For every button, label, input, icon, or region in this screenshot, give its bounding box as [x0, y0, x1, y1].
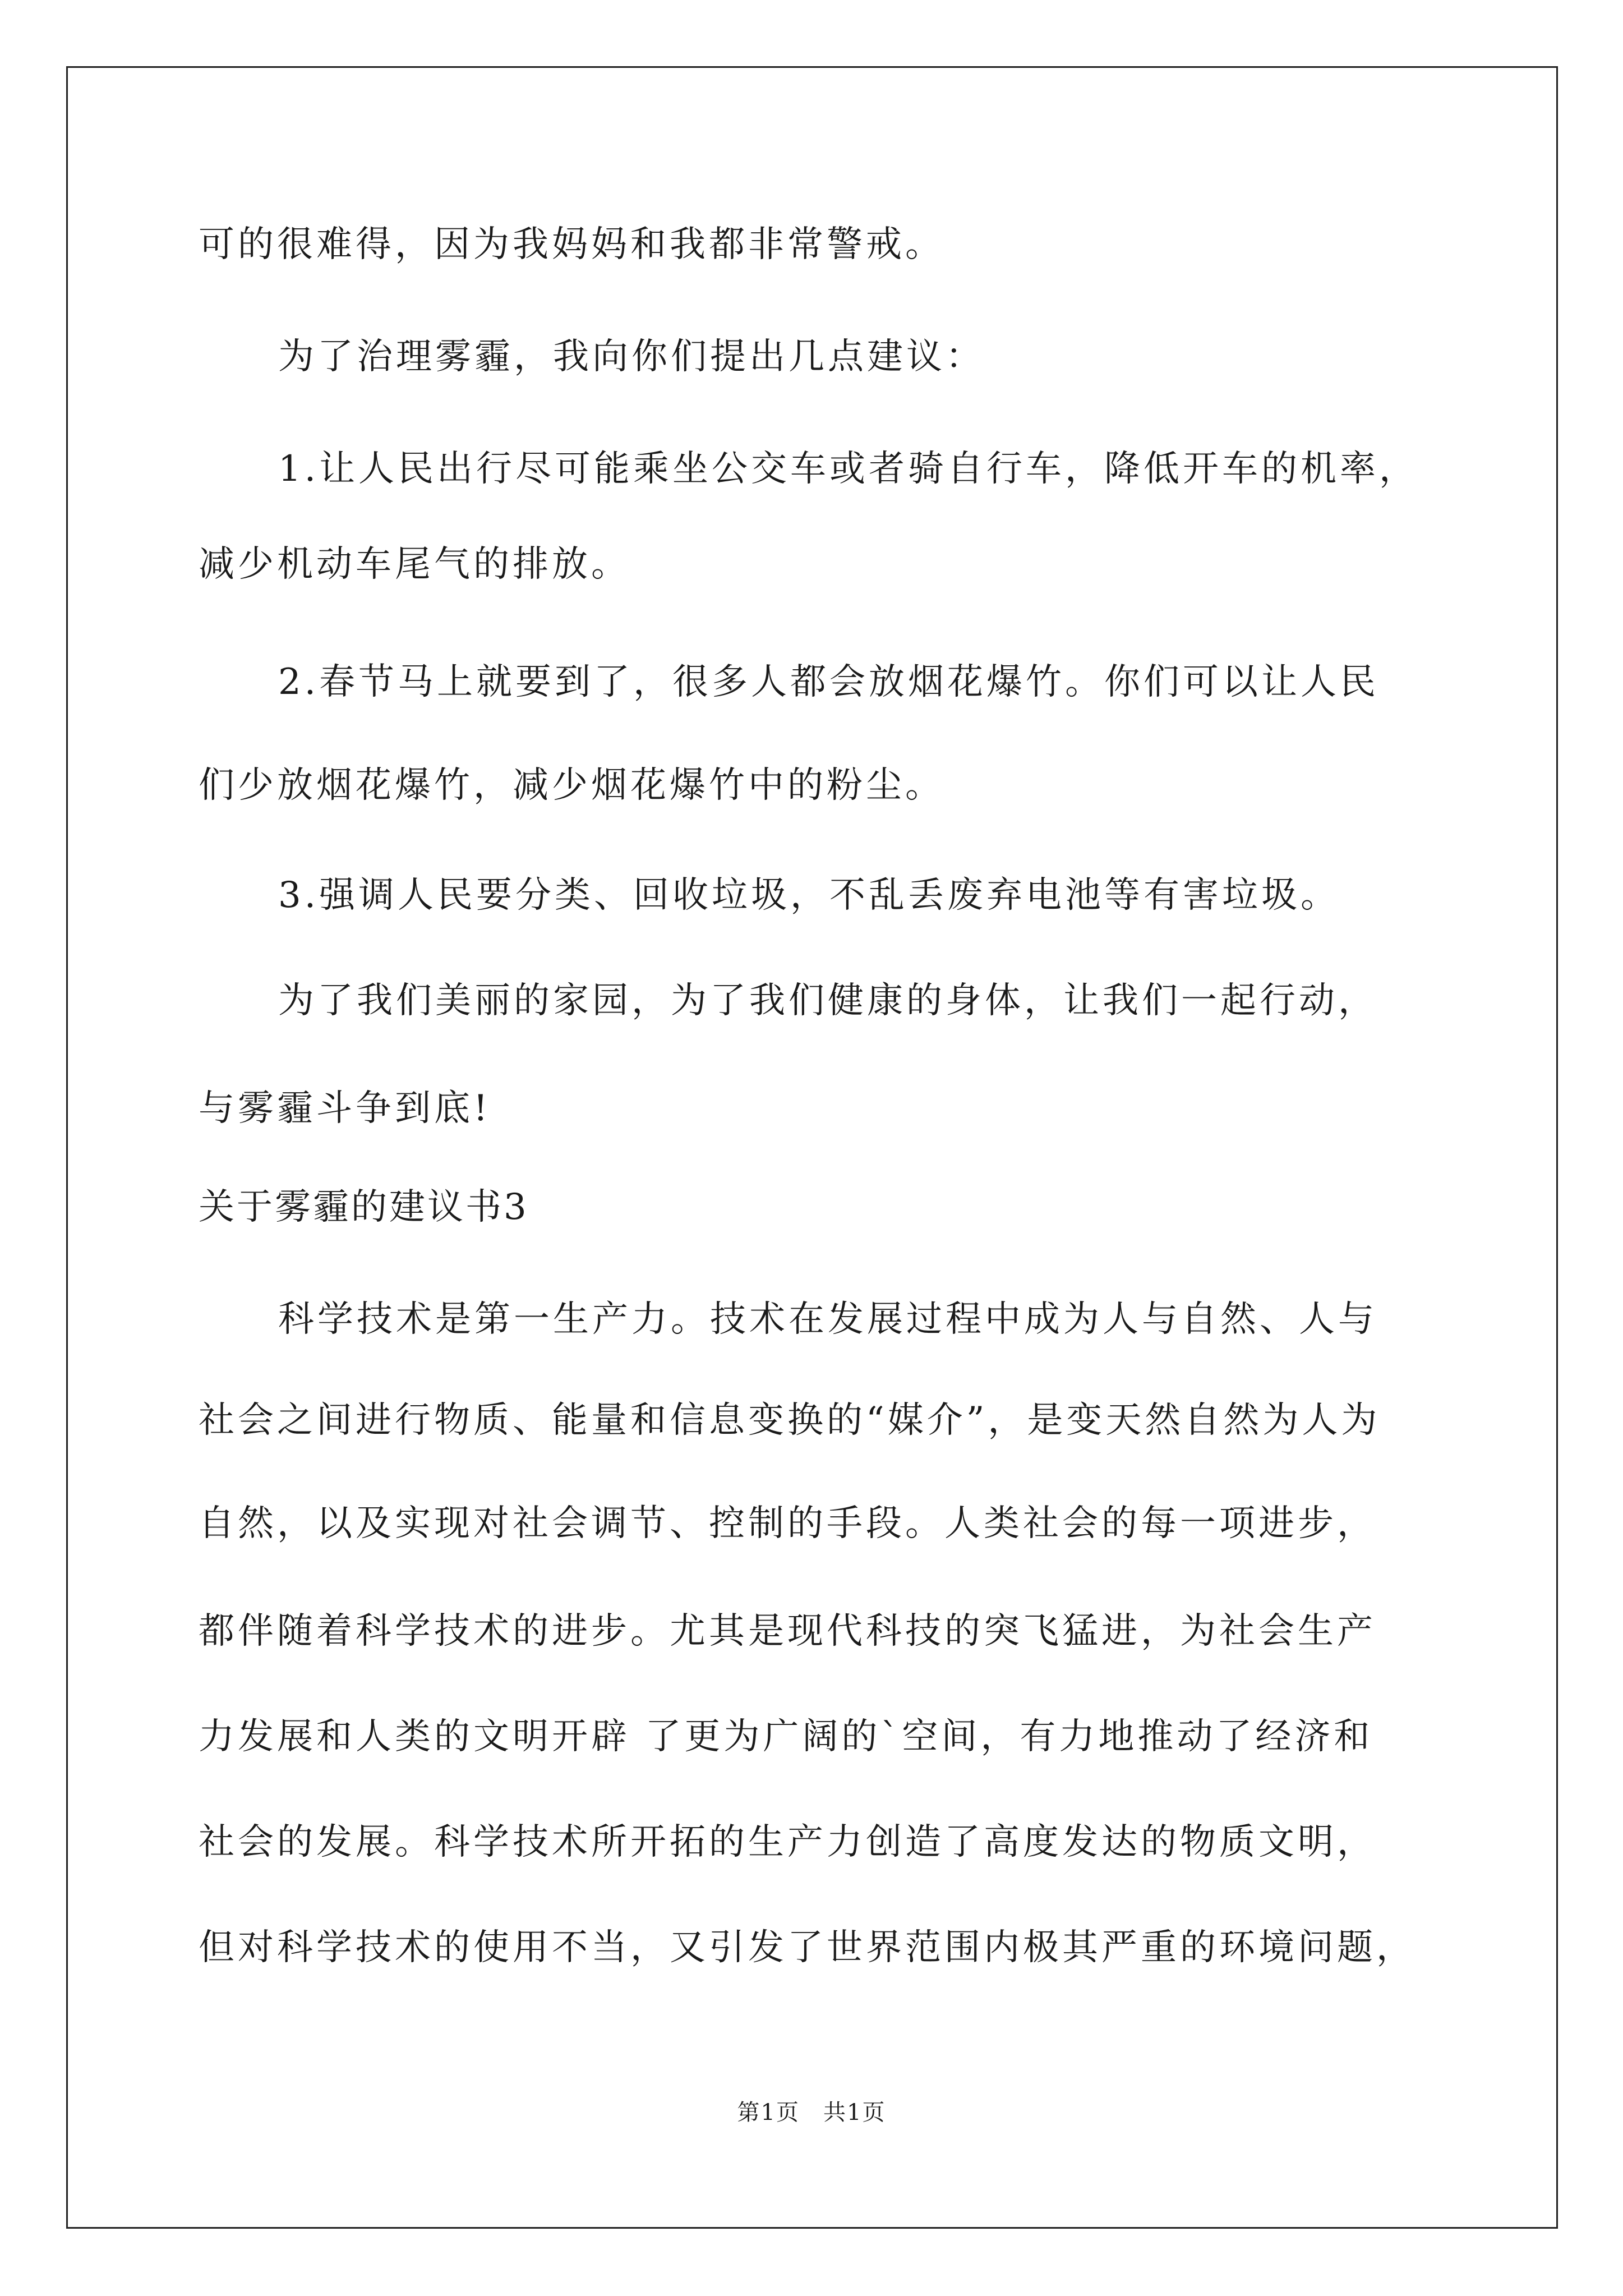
text-line-11: 科学技术是第一生产力。技术在发展过程中成为人与自然、人与	[278, 1299, 1377, 1340]
text-line-4: 减少机动车尾气的排放。	[199, 544, 630, 585]
text-line-8: 为了我们美丽的家园，为了我们健康的身体，让我们一起行动，	[278, 980, 1377, 1022]
text-line-6: 们少放烟花爆竹，减少烟花爆竹中的粉尘。	[199, 765, 944, 806]
text-line-13: 自然，以及实现对社会调节、控制的手段。人类社会的每一项进步，	[199, 1503, 1376, 1544]
text-line-15: 力发展和人类的文明开辟 了更为广阔的`空间，有力地推动了经济和	[199, 1716, 1373, 1757]
text-line-14: 都伴随着科学技术的进步。尤其是现代科技的突飞猛进，为社会生产	[199, 1611, 1376, 1652]
text-line-9: 与雾霾斗争到底!	[199, 1088, 491, 1129]
text-line-2: 为了治理雾霾，我向你们提出几点建议：	[278, 336, 985, 378]
text-line-1: 可的很难得，因为我妈妈和我都非常警戒。	[199, 224, 944, 265]
text-line-3: 1.让人民出行尽可能乘坐公交车或者骑自行车，降低开车的机率，	[278, 448, 1419, 490]
page-footer: 第1页 共1页	[737, 2100, 886, 2125]
text-line-16: 社会的发展。科学技术所开拓的生产力创造了高度发达的物质文明，	[199, 1821, 1376, 1863]
section-heading: 关于雾霾的建议书3	[199, 1186, 529, 1228]
text-line-17: 但对科学技术的使用不当，又引发了世界范围内极其严重的环境问题，	[199, 1927, 1415, 1968]
text-line-7: 3.强调人民要分类、回收垃圾，不乱丢废弃电池等有害垃圾。	[278, 875, 1340, 916]
text-line-5: 2.春节马上就要到了，很多人都会放烟花爆竹。你们可以让人民	[278, 661, 1380, 703]
page-border	[66, 66, 1558, 2229]
text-line-12: 社会之间进行物质、能量和信息变换的“媒介”，是变天然自然为人为	[199, 1400, 1381, 1441]
